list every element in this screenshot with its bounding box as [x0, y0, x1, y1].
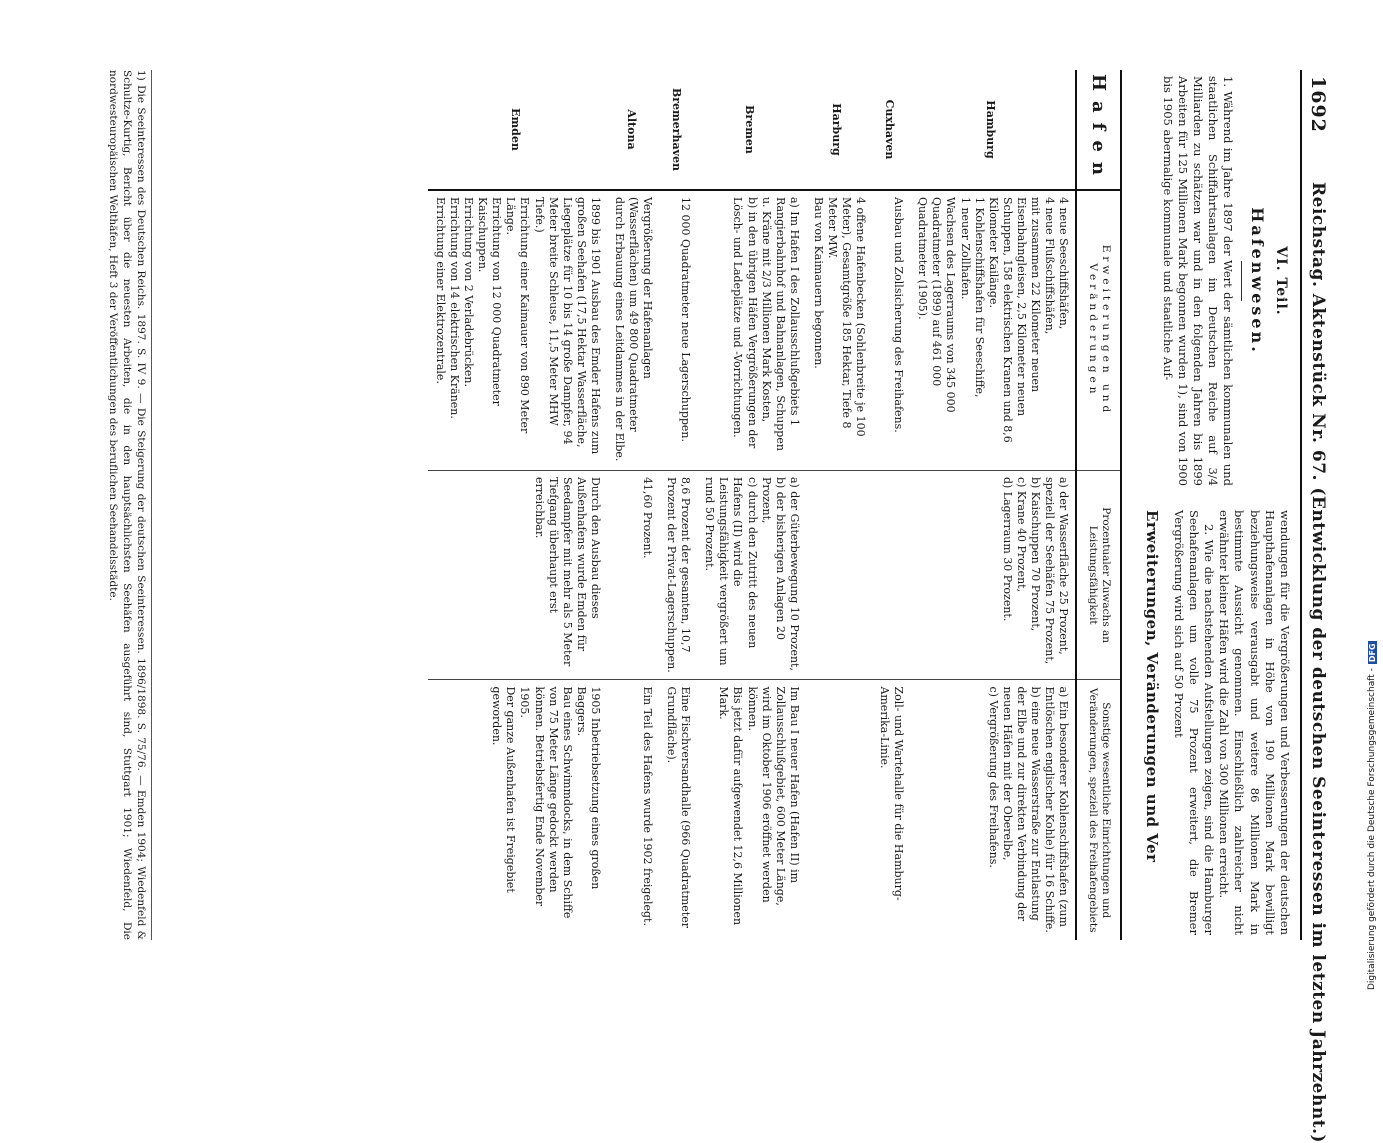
zuwachs-cell-line: b) der bisherigen Anlagen 20 Prozent,	[759, 476, 787, 641]
header-hafen: Hafen	[1076, 70, 1121, 190]
erweiterungen-cell	[872, 190, 910, 470]
zuwachs-cell	[607, 470, 659, 680]
zuwachs-cell-line: 41,60 Prozent.	[641, 476, 655, 559]
erweiterungen-cell-line: 1 neuer Zollhafen.	[958, 196, 972, 300]
intro-paragraph-2: 2. Wie die nachstehenden Aufstellungen zeigen, sind die Hamburger Seehafenanlagen um volle 75 Prozent erweitert, die Bremer Vergrößerung wird sich auf 50 Prozent	[1171, 510, 1217, 935]
header-rule	[1300, 70, 1302, 940]
erweiterungen-cell-line: a) Im Hafen I des Zollausschlußgebiets 1 Rangierbahnhof und Bahnanlagen, Schuppen u. Kräne mit 2/3 Millionen Mark Kosten,	[759, 196, 801, 451]
table-row	[607, 70, 659, 940]
zuwachs-cell-line: c) durch den Zutritt des neuen Hafens (II) wird die Leistungsfähigkeit vergrößert um rund 50 Prozent.	[703, 476, 759, 666]
erweiterungen-cell	[910, 190, 1076, 470]
erweiterungen-cell-line: 4 offene Hafenbecken (Sohlenbreite je 100 Meter), Gesamtgröße 185 Hektar, Tiefe 8 Meter MW.	[825, 196, 868, 437]
sonstige-cell-line: Zoll- und Wartehalle für die Hamburg-Amerika-Linie.	[878, 686, 906, 901]
right-text-column	[1141, 510, 1292, 935]
erweiterungen-cell	[659, 190, 697, 470]
erweiterungen-cell-line: Ausbau und Zollsicherung des Freihafens.	[892, 196, 906, 433]
erweiterungen-cell	[428, 190, 607, 470]
zuwachs-cell	[659, 470, 697, 680]
sonstige-cell	[607, 680, 659, 940]
table-row	[872, 70, 910, 940]
zuwachs-cell	[806, 470, 872, 680]
port-cell: Altona	[607, 70, 659, 190]
erweiterungen-cell-line: Errichtung einer Elektrozentrale.	[434, 196, 447, 384]
table-row	[697, 70, 806, 940]
intro-paragraph-1-continued: wendungen für die Vergrößerungen und Verbesserungen der deutschen Haupthafenanlagen in Höhe von 190 Millionen Mark bewilligt beziehungsweise verausgabt und weitere 86 Millionen Mark in bestimmte Aussicht genommen. Einschließlich zahlreicher nicht erwähnter kleiner Häfen wird die Zahl von 300 Millionen erreicht.	[1217, 510, 1292, 935]
section-rule	[1241, 261, 1242, 301]
zuwachs-cell-line: a) der Wasserfläche 25 Prozent, speziell der Seehäfen 75 Prozent,	[1043, 476, 1071, 665]
erweiterungen-cell-line: Errichtung von 2 Verladebrücken.	[462, 196, 476, 387]
port-cell: Bremen	[697, 70, 806, 190]
sonstige-cell-line: 1905 Inbetriebsetzung eines großen Baggers.	[574, 686, 602, 890]
port-cell: Harburg	[806, 70, 872, 190]
sonstige-cell-line: Ein Teil des Hafens wurde 1902 freigelegt.	[641, 686, 655, 926]
zuwachs-cell-line: b) Kaischuppen 70 Prozent,	[1028, 476, 1042, 632]
table-title: Erweiterungen, Veränderungen und Ver	[1142, 510, 1161, 863]
erweiterungen-cell-line: mit zusammen 22 Kilometer neuen Eisenbahngleisen, 2,5 Kilometer neuen Schuppen, 158 elektrischen Kranen und 8,6 Kilometer Kailänge.	[986, 196, 1042, 443]
port-cell: Emden	[428, 70, 607, 190]
running-title: Reichstag. Aktenstück Nr. 67. (Entwicklung der deutschen Seeinteressen im letzten Jahrzehnt.)	[1308, 182, 1328, 1143]
erweiterungen-cell-line: 1 Kohlenschiffshafen für Seeschiffe,	[972, 196, 986, 398]
page-number: 1692	[1307, 76, 1329, 133]
table-row	[428, 70, 607, 940]
sonstige-cell	[806, 680, 872, 940]
sonstige-cell	[697, 680, 806, 940]
erweiterungen-cell-line: Errichtung von 14 elektrischen Kränen.	[448, 196, 462, 419]
left-text-column	[1160, 76, 1292, 486]
zuwachs-cell-line: c) Krane 40 Prozent,	[1014, 476, 1028, 593]
erweiterungen-cell-line: 12 000 Quadratmeter neue Lagerschuppen.	[679, 196, 693, 443]
sonstige-cell	[428, 680, 607, 940]
table-row	[806, 70, 872, 940]
zuwachs-cell-line: Durch den Ausbau dieses Außenhafens wurde Emden für Seedampfer mit mehr als 5 Meter Tiefgang überhaupt erst erreichbar.	[532, 476, 602, 667]
table-header-row	[1076, 70, 1121, 940]
sonstige-cell-line: c) Vergrößerung des Freihafens.	[986, 686, 1000, 868]
sonstige-cell-line: Der ganze Außenhafen ist Freigebiet geworden.	[490, 686, 518, 893]
sonstige-cell-line: Eine Fischversandhalle (966 Quadratmeter Grundfläche).	[665, 686, 693, 928]
table-row	[659, 70, 697, 940]
zuwachs-cell-line: d) Lagerraum 30 Prozent.	[1000, 476, 1014, 622]
rotated-document-page	[82, 70, 1332, 1143]
dfg-logo: DFG	[1367, 643, 1377, 663]
intro-paragraph-1: 1. Während im Jahre 1897 der Wert der sämtlichen kommunalen und staatlichen Schiffahrtsanlagen im Deutschen Reiche auf 3/4 Milliarden zu schätzen war und in den folgenden Jahren bis 1899 Arbeiten für 125 Millionen Mark begonnen wurden 1), sind von 1900 bis 1905 abermalige kommunale und staatliche Auf-	[1160, 76, 1236, 486]
zuwachs-cell	[910, 470, 1076, 680]
sonstige-cell-line: a) Ein besonderer Kohlenschiffshafen (zum Entlöschen englischer Kohle) für 16 Schiffe.	[1043, 686, 1071, 933]
zuwachs-cell	[697, 470, 806, 680]
erweiterungen-cell-line: Vergrößerung der Hafenanlagen (Wasserflächen) um 49 800 Quadratmeter durch Erbauung eines Leitdammes in der Elbe.	[612, 196, 655, 462]
page-header	[1298, 70, 1332, 1143]
erweiterungen-cell-line: Wachsen des Lagerraums von 345 000 Quadratmeter (1899) auf 461 000 Quadratmeter (1905).	[916, 196, 958, 413]
port-cell: Bremerhaven	[659, 70, 697, 190]
table-body	[428, 70, 1076, 940]
header-sonstige: Sonstige wesentliche Einrichtungen und Veränderungen, speziell des Freihafengebiets	[1076, 680, 1121, 940]
erweiterungen-cell	[697, 190, 806, 470]
erweiterungen-cell-line: Errichtung einer Kaimauer von 890 Meter Länge.	[504, 196, 532, 434]
sonstige-cell	[910, 680, 1076, 940]
sonstige-cell-line: Im Bau I neuer Hafen (Hafen II) im Zollausschlußgebiet, 600 Meter Länge, wird im Oktober 1906 eröffnet werden können.	[745, 686, 801, 906]
zuwachs-cell	[872, 470, 910, 680]
erweiterungen-cell	[607, 190, 659, 470]
erweiterungen-cell-line: b) in den übrigen Häfen Vergrößerungen der Lösch- und Ladeplätze und -Vorrichtungen.	[731, 196, 759, 449]
port-cell: Hamburg	[910, 70, 1076, 190]
erweiterungen-cell-line: 4 neue Seeschiffshäfen,	[1057, 196, 1071, 330]
erweiterungen-cell-line: 1899 bis 1901 Ausbau des Emder Hafens zum großen Seehafen (17,5 Hektar Wasserfläche, Liegeplätze für 10 bis 14 große Dampfer, 94 Meter breite Schleuse, 11,5 Meter MHW Tiefe.)	[532, 196, 602, 455]
sonstige-cell	[659, 680, 697, 940]
credit-text: Digitalisierung gefördert durch die Deutsche Forschungsgemeinschaft -	[1367, 668, 1377, 990]
section-title: Hafenwesen.	[1247, 207, 1267, 355]
header-zuwachs: Prozentualer Zuwachs an Leistungsfähigkeit	[1076, 470, 1121, 680]
erweiterungen-cell-line: 4 neue Flußschiffshäfen,	[1043, 196, 1057, 335]
footnote: 1) Die Seeinteressen des Deutschen Reichs. 1897. S. IV 9. — Die Steigerung der deutschen Seeinteressen. 1896/1898. S. 75/76. — Emden 1904; Wiedenfeld & Schultze-Kurtig, Bericht über die neuesten Arbeiten, die in den hauptsächlichsten Seehäfen ausgeführt sind, Stuttgart 1901; Wiedenfeld, Die nordwesteuropäischen Welthäfen, Heft 3 der Veröffentlichungen des beruflichen Seehandelsstädte.	[105, 70, 152, 940]
sonstige-cell-line: Bis jetzt dafür aufgewendet 12,6 Millionen Mark.	[717, 686, 745, 926]
sonstige-cell	[872, 680, 910, 940]
sonstige-cell-line: b) eine neue Wasserstraße zur Entlastung der Elbe und zur direkten Verbindung der neuen Häfen mit der Oberelbe,	[1000, 686, 1042, 922]
zuwachs-cell-line: a) der Güterbewegung 10 Prozent,	[787, 476, 801, 671]
erweiterungen-cell-line: Bau von Kaimauern begonnen.	[811, 196, 825, 369]
harbor-table	[428, 70, 1122, 940]
part-title: VI. Teil.	[1273, 246, 1289, 316]
port-cell: Cuxhaven	[872, 70, 910, 190]
erweiterungen-cell-line: Errichtung von 12 000 Quadratmeter Kaischuppen.	[476, 196, 504, 406]
header-erweiterungen: Erweiterungen und Veränderungen	[1076, 190, 1121, 470]
sonstige-cell-line: Bau eines Schwimmdocks, in dem Schiffe von 75 Meter Länge gedockt werden können. Betriebsfertig Ende November 1905.	[518, 686, 574, 919]
digitization-credit	[1367, 641, 1377, 990]
table-row	[910, 70, 1076, 940]
zuwachs-cell	[428, 470, 607, 680]
zuwachs-cell-line: 8,6 Prozent der gesamten, 10,7 Prozent der Privat-Lagerschuppen.	[665, 476, 693, 673]
erweiterungen-cell	[806, 190, 872, 470]
